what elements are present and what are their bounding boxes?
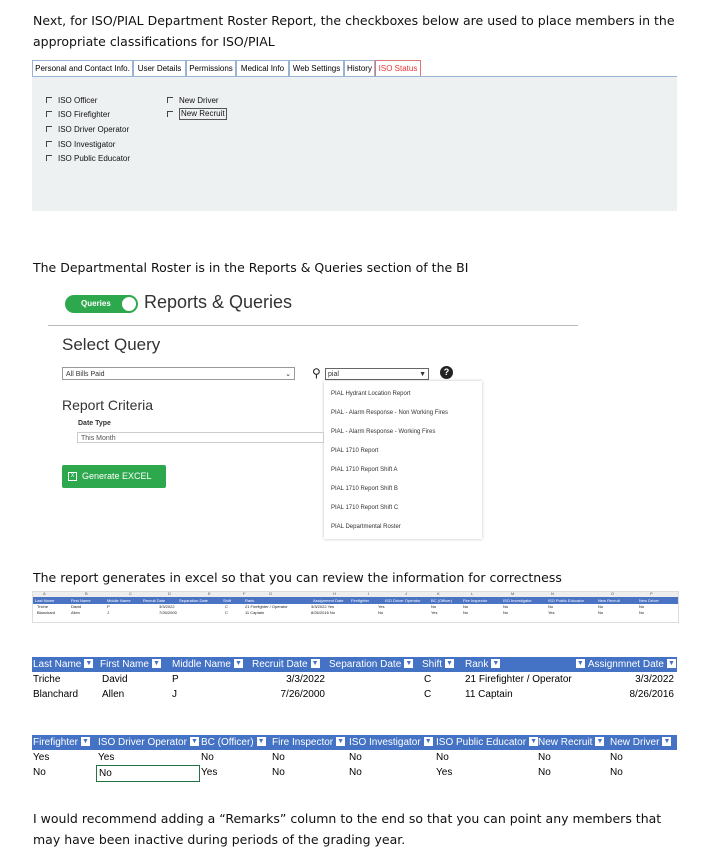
mini-cell: Yes [378,604,385,609]
cell-middle-name[interactable]: P [172,674,179,685]
cell-shift[interactable]: C [424,689,432,700]
cell-iso-investigator[interactable]: No [349,767,362,778]
cell-iso-public-educator[interactable]: Yes [436,767,453,778]
mini-header-cell: Fire Inspector [463,598,488,603]
select-query-heading: Select Query [62,335,161,354]
header-iso-public-educator[interactable] [436,735,538,750]
cell-firefighter[interactable]: Yes [33,752,50,763]
checkbox-label: ISO Firefighter [58,109,111,119]
checkbox-box [46,111,52,117]
header-recruit-date[interactable] [252,657,320,672]
mini-cell: Allen [71,610,80,615]
new-recruit-checkbox[interactable] [167,108,227,120]
table-row [32,687,677,702]
search-icon: ⚲ [312,366,321,380]
iso-driver-operator-checkbox[interactable] [46,123,129,135]
iso-status-panel [32,77,677,211]
column-letter: F [243,591,246,596]
header-label: Firefighter [33,737,79,748]
header-label: ISO Driver Operator [98,737,187,748]
mini-cell: No [378,610,384,615]
mini-cell: 7/26/2000 [159,610,177,615]
mini-cell: Yes [548,610,555,615]
iso-public-educator-checkbox[interactable] [46,152,130,164]
cell-last-name[interactable]: Blanchard [33,689,79,700]
mini-cell: No [463,610,469,615]
date-type-label: Date Type [78,420,111,427]
header-last-name[interactable] [33,657,93,672]
table-row [32,750,677,765]
cell-new-recruit[interactable]: No [538,752,551,763]
iso-investigator-checkbox[interactable] [46,138,115,150]
iso-officer-checkbox[interactable] [46,94,97,106]
cell-iso-investigator[interactable]: No [349,752,362,763]
dropdown-option[interactable]: PIAL 1710 Report Shift C [331,505,399,511]
cell-fire-inspector[interactable]: No [272,767,285,778]
checkbox-label: ISO Driver Operator [58,124,130,134]
cell-assignment-date[interactable]: 8/26/2016 [629,689,674,700]
header-bc-officer[interactable] [201,735,266,750]
mini-header-cell: Assignment Date [313,598,344,603]
column-letter: J [405,591,407,596]
report-criteria-heading: Report Criteria [62,397,154,413]
cell-bc-officer[interactable]: Yes [201,767,218,778]
checkbox-box [46,155,52,161]
closing-paragraph: I would recommend adding a “Remarks” column to the end so that you can point any members that may have been inactive during periods of the grading year. [33,811,662,847]
table-row [32,765,677,780]
query-search-input[interactable] [325,368,429,380]
checkbox-box [46,126,52,132]
bi-paragraph: The Departmental Roster is in the Reports & Queries section of the BI [33,260,469,275]
excel-preview-strip [32,591,679,623]
tab-web-settings[interactable]: Web Settings [289,60,344,76]
mini-header-cell: Last Name [35,598,55,603]
filter-dropdown-icon[interactable]: ▼ [82,737,89,745]
column-letter: P [650,591,653,596]
header-shift[interactable] [422,657,454,672]
new-driver-checkbox[interactable] [167,94,219,106]
cell-first-name[interactable]: Allen [102,689,125,700]
excel-paragraph: The report generates in excel so that you can review the information for correctness [33,570,562,585]
filter-dropdown-icon[interactable]: ▼ [152,659,160,667]
column-letter: C [129,591,132,596]
page-title: Reports & Queries [144,292,293,312]
cell-rank[interactable]: 11 Captain [465,689,513,700]
filter-dropdown-icon[interactable]: ▼ [576,659,584,667]
filter-dropdown-icon[interactable]: ▼ [311,659,319,667]
column-letter: A [43,591,46,596]
filter-dropdown-icon[interactable]: ▼ [663,737,671,745]
column-letter: I [368,591,370,596]
filter-dropdown-icon[interactable]: ▼ [492,659,500,667]
header-first-name[interactable] [100,657,161,672]
cell-recruit-date[interactable]: 3/3/2022 [286,674,325,685]
header-label: New Recruit [538,737,593,748]
mini-header-cell: Middle Name [107,598,131,603]
cell-assignment-date[interactable]: 3/3/2022 [635,674,674,685]
query-select[interactable] [62,367,295,380]
cell-bc-officer[interactable]: No [201,752,214,763]
header-label: Last Name [33,659,82,670]
header-assignment-date[interactable] [568,657,676,672]
tab-personal-contact-info[interactable]: Personal and Contact Info. [32,60,133,76]
cell-fire-inspector[interactable]: No [272,752,285,763]
checkbox-label: New Driver [179,95,219,105]
generate-excel-label: Generate EXCEL [82,471,152,481]
filter-dropdown-icon[interactable]: ▼ [530,737,538,745]
date-type-select[interactable]: This Month [77,432,324,443]
table-header-row [32,657,677,672]
checkbox-box [46,141,52,147]
mini-cell: P [107,604,110,609]
checkbox-box [167,97,173,103]
column-letter: N [551,591,554,596]
filter-dropdown-icon[interactable]: ▼ [234,659,242,667]
checkbox-label: ISO Public Educator [58,153,131,163]
header-separation-date[interactable] [329,657,413,672]
mini-cell: No [639,604,645,609]
column-letter: B [85,591,88,596]
mini-cell: No [598,610,604,615]
column-letter: D [168,591,171,596]
excel-icon: X [68,472,77,481]
mini-header-cell: New Recruit [598,598,620,603]
mini-cell: C [225,604,228,609]
header-fire-inspector[interactable] [272,735,345,750]
header-iso-driver-operator[interactable] [98,735,199,750]
mini-cell: Triche [37,604,48,609]
header-label: BC (Officer) [201,737,254,748]
generate-excel-button[interactable] [62,465,166,488]
filter-dropdown-icon[interactable]: ▼ [85,659,93,667]
mini-cell: Blanchard [37,610,56,615]
mini-cell: No [431,604,437,609]
mini-header-row [33,597,678,604]
filter-dropdown-icon[interactable]: ▼ [446,659,453,667]
column-letter: G [269,591,273,596]
cell-new-driver[interactable]: No [610,752,623,763]
intro-paragraph: Next, for ISO/PIAL Department Roster Report, the checkboxes below are used to place members in the appropriate classifications for ISO/PIAL [33,13,675,49]
cell-new-recruit[interactable]: No [538,767,551,778]
mini-header-cell: ISO Public Educator [548,598,585,603]
mini-header-cell: Rank [245,598,255,603]
mini-header-cell: Shift [223,598,232,603]
checkbox-box [167,111,173,117]
column-letter: M [511,591,515,596]
mini-cell: 21 Firefighter / Operator [245,604,288,609]
cell-recruit-date[interactable]: 7/26/2000 [280,689,325,700]
filter-dropdown-icon[interactable]: ▼ [668,659,675,667]
chevron-down-icon: ⌄ [285,371,291,378]
dropdown-option[interactable]: PIAL - Alarm Response - Non Working Fires [331,410,449,416]
mini-cell: No [548,604,554,609]
search-value: pial [328,371,339,378]
mini-cell: C [225,610,228,615]
column-letter: H [333,591,336,596]
header-label: ISO Investigator [349,737,421,748]
mini-cell: 8/26/2016 No [311,610,336,615]
checkbox-box [46,97,52,103]
tab-iso-status[interactable]: ISO Status [375,60,421,76]
mini-cell: David [71,604,82,609]
tab-user-details[interactable]: User Details [133,60,186,76]
tab-medical-info[interactable]: Medical Info [236,60,289,76]
filter-dropdown-icon[interactable]: ▼ [405,659,413,667]
header-label: Recruit Date [252,659,308,670]
mini-header-cell: New Driver [639,598,659,603]
header-label: Middle Name [172,659,231,670]
cell-iso-public-educator[interactable]: No [436,752,449,763]
dropdown-option[interactable]: PIAL - Alarm Response - Working Fires [331,429,436,435]
header-label: Rank [465,659,489,670]
header-new-recruit[interactable] [538,735,604,750]
mini-cell: J [107,610,109,615]
mini-cell: 3/3/2022 [159,604,175,609]
mini-header-cell: Firefighter [351,598,370,603]
header-rank[interactable] [465,657,500,672]
header-label: First Name [100,659,149,670]
mini-cell: 11 Captain [245,610,265,615]
mini-cell: No [598,604,604,609]
query-select-value: All Bills Paid [66,371,105,378]
dropdown-option[interactable]: PIAL Departmental Roster [331,524,401,530]
header-new-driver[interactable] [610,735,671,750]
cell-rank[interactable]: 21 Firefighter / Operator [465,674,572,685]
query-dropdown-list [324,381,482,539]
dropdown-option[interactable]: PIAL Hydrant Location Report [331,391,411,397]
mini-cell: No [639,610,645,615]
mini-cell: 3/3/2022 Yes [311,604,335,609]
header-label: Separation Date [329,659,402,670]
checkbox-label: ISO Investigator [58,139,116,149]
mini-header-cell: Separation Date [179,598,208,603]
mini-cell: No [463,604,469,609]
help-icon[interactable]: ? [440,366,453,379]
dropdown-option[interactable]: PIAL 1710 Report Shift A [331,467,398,473]
header-label: Assignmnet Date [587,659,664,670]
cell-iso-driver-operator-selected[interactable]: No [96,765,200,782]
mini-header-cell: BC (Officer) [431,598,453,603]
profile-tab-bar [32,60,677,77]
cell-first-name[interactable]: David [102,674,128,685]
cell-firefighter[interactable]: No [33,767,46,778]
cell-shift[interactable]: C [424,674,432,685]
filter-dropdown-icon[interactable]: ▼ [257,737,265,745]
tab-history[interactable]: History [344,60,375,76]
column-letter: L [471,591,474,596]
table-row [32,672,677,687]
dropdown-arrow-icon: ▼ [419,371,426,378]
column-letter: E [208,591,211,596]
dropdown-option[interactable]: PIAL 1710 Report Shift B [331,486,398,492]
mini-cell: Yes [431,610,438,615]
cell-iso-driver-operator[interactable]: Yes [98,752,115,763]
header-label: New Driver [610,737,660,748]
mini-cell: No [503,610,509,615]
column-letter: O [611,591,615,596]
table-header-row [32,735,677,750]
title-divider [48,325,578,326]
cell-new-driver[interactable]: No [610,767,623,778]
header-label: Shift [422,659,443,670]
checkbox-label: ISO Officer [58,95,98,105]
filter-dropdown-icon[interactable]: ▼ [337,737,345,745]
cell-middle-name[interactable]: J [172,689,177,700]
mini-header-cell: ISO Investigator [503,598,532,603]
checkbox-label: New Recruit [181,109,225,118]
header-iso-investigator[interactable] [349,735,433,750]
mini-header-cell: Recruit Date [143,598,166,603]
dropdown-option[interactable]: PIAL 1710 Report [331,448,379,454]
toggle-knob [122,297,136,311]
mini-header-cell: First Name [71,598,91,603]
filter-dropdown-icon[interactable]: ▼ [190,737,198,745]
filter-dropdown-icon[interactable]: ▼ [424,737,432,745]
header-firefighter[interactable] [33,735,90,750]
toggle-label: Queries [81,299,111,308]
filter-dropdown-icon[interactable]: ▼ [596,737,604,745]
tab-permissions[interactable]: Permissions [186,60,236,76]
iso-firefighter-checkbox[interactable] [46,108,110,120]
mini-cell: No [503,604,509,609]
cell-last-name[interactable]: Triche [33,674,61,685]
mini-row [33,610,678,616]
column-letter: K [437,591,440,596]
header-label: ISO Public Educator [436,737,527,748]
mini-header-cell: ISO Driver Operator [385,598,421,603]
header-label: Fire Inspector [272,737,334,748]
header-middle-name[interactable] [172,657,243,672]
queries-toggle[interactable] [65,295,138,313]
